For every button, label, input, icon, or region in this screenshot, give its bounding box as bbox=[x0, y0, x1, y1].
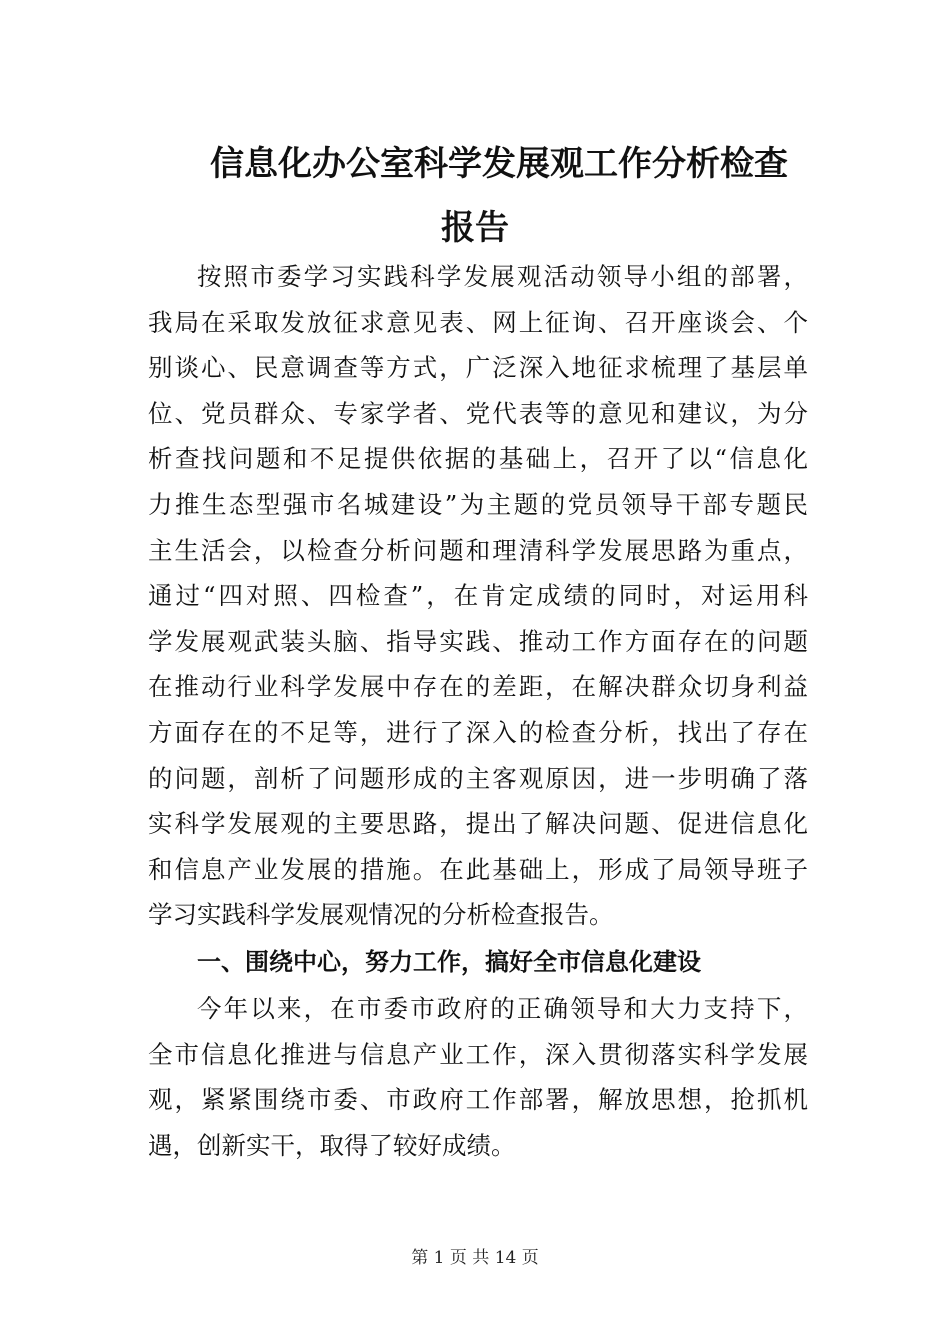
paragraph-line: 实科学发展观的主要思路，提出了解决问题、促进信息化 bbox=[148, 809, 808, 839]
document-body bbox=[148, 254, 808, 1168]
paragraph-line: 和信息产业发展的措施。在此基础上，形成了局领导班子 bbox=[148, 854, 808, 884]
paragraph-line: 方面存在的不足等，进行了深入的检查分析，找出了存在 bbox=[148, 717, 808, 747]
paragraph-line: 按照市委学习实践科学发展观活动领导小组的部署， bbox=[197, 262, 808, 291]
paragraph-line: 位、党员群众、专家学者、党代表等的意见和建议，为分 bbox=[148, 398, 808, 428]
paragraph-line: 通过“四对照、四检查”，在肯定成绩的同时，对运用科 bbox=[148, 581, 808, 611]
section-heading-1: 一、围绕中心，努力工作，搞好全市信息化建设 bbox=[197, 947, 701, 976]
paragraph-line: 遇，创新实干，取得了较好成绩。 bbox=[148, 1130, 516, 1160]
paragraph-line: 学习实践科学发展观情况的分析检查报告。 bbox=[148, 900, 614, 930]
paragraph-line: 观，紧紧围绕市委、市政府工作部署，解放思想，抢抓机 bbox=[148, 1085, 808, 1115]
paragraph-1 bbox=[148, 254, 808, 938]
document-title-line-1: 信息化办公室科学发展观工作分析检查 bbox=[210, 144, 788, 184]
paragraph-line: 今年以来，在市委市政府的正确领导和大力支持下， bbox=[197, 993, 808, 1023]
page-footer: 第 1 页 共 14 页 bbox=[411, 1248, 539, 1268]
paragraph-line: 在推动行业科学发展中存在的差距，在解决群众切身利益 bbox=[148, 672, 808, 702]
paragraph-line: 力推生态型强市名城建设”为主题的党员领导干部专题民 bbox=[148, 489, 808, 519]
paragraph-line: 的问题，剖析了问题形成的主客观原因，进一步明确了落 bbox=[148, 763, 808, 793]
paragraph-line: 别谈心、民意调查等方式，广泛深入地征求梳理了基层单 bbox=[148, 353, 808, 383]
paragraph-line: 我局在采取发放征求意见表、网上征询、召开座谈会、个 bbox=[148, 307, 808, 337]
paragraph-line: 析查找问题和不足提供依据的基础上，召开了以“信息化 bbox=[148, 444, 808, 474]
paragraph-line: 学发展观武装头脑、指导实践、推动工作方面存在的问题 bbox=[148, 626, 808, 656]
paragraph-line: 主生活会，以检查分析问题和理清科学发展思路为重点， bbox=[148, 535, 808, 565]
paragraph-2 bbox=[148, 986, 808, 1168]
paragraph-line: 全市信息化推进与信息产业工作，深入贯彻落实科学发展 bbox=[148, 1039, 808, 1069]
document-title-line-2: 报告 bbox=[441, 208, 509, 248]
